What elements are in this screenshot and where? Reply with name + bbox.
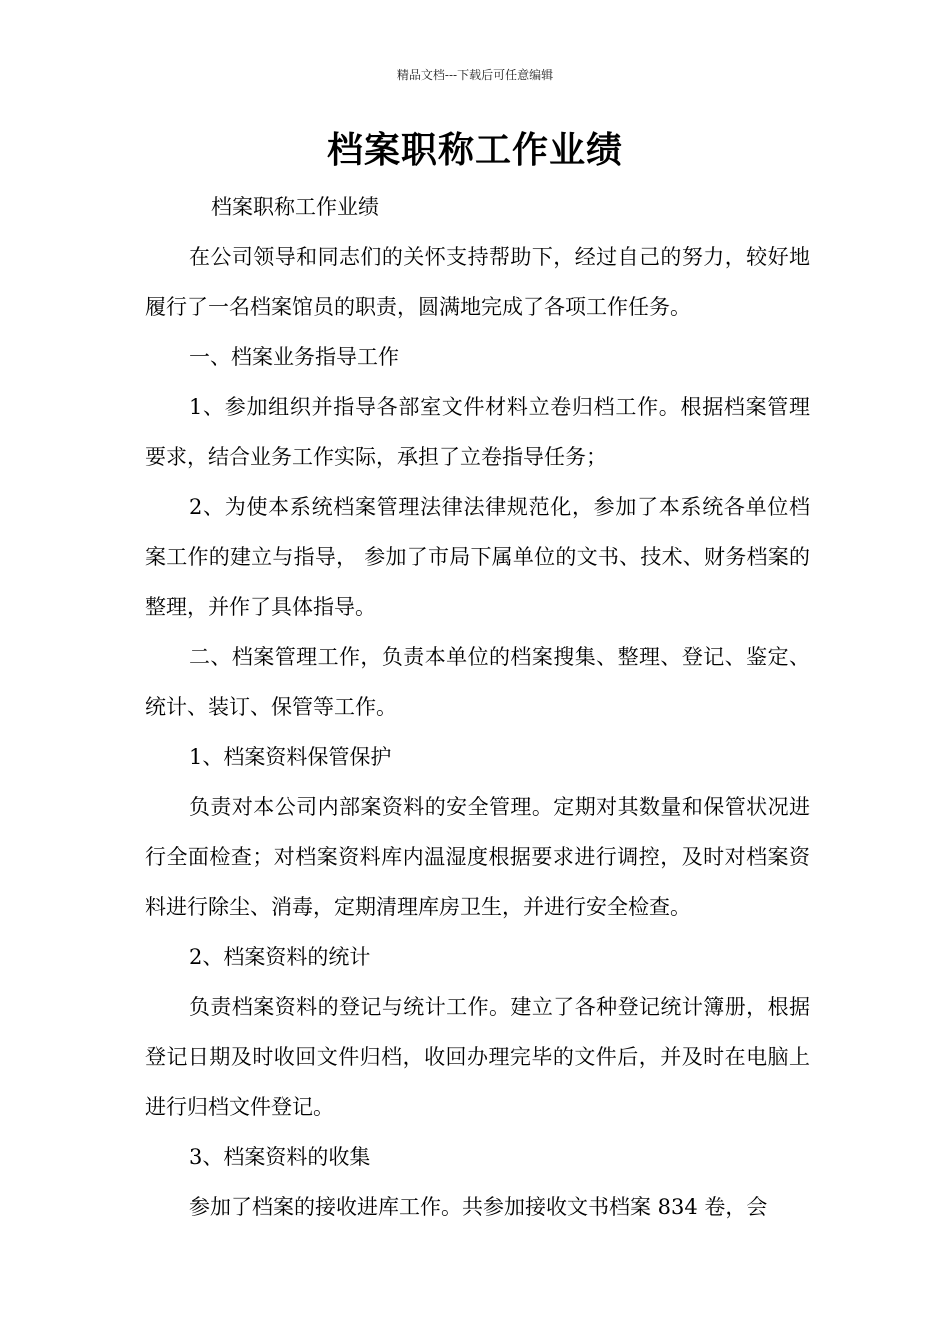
body-paragraph: 负责档案资料的登记与统计工作。建立了各种登记统计簿册，根据登记日期及时收回文件归档，收回办理完毕的文件后，并及时在电脑上进行归档文件登记。 bbox=[145, 995, 810, 1119]
section-heading: 二、档案管理工作，负责本单位的档案搜集、整理、登记、鉴定、统计、装订、保管等工作。 bbox=[145, 645, 810, 719]
subtitle-paragraph: 档案职称工作业绩 bbox=[211, 195, 379, 219]
subsection-heading: 1、档案资料保管保护 bbox=[189, 745, 392, 769]
body-paragraph: 1、参加组织并指导各部室文件材料立卷归档工作。根据档案管理要求，结合业务工作实际，承担了立卷指导任务； bbox=[145, 395, 810, 469]
subsection-heading: 3、档案资料的收集 bbox=[189, 1145, 371, 1169]
subsection-heading: 2、档案资料的统计 bbox=[189, 945, 371, 969]
body-paragraph: 2、为使本系统档案管理法律法律规范化，参加了本系统各单位档案工作的建立与指导， 参加了市局下属单位的文书、技术、财务档案的整理，并作了具体指导。 bbox=[145, 495, 810, 619]
document-title: 档案职称工作业绩 bbox=[326, 130, 623, 171]
document-body bbox=[145, 182, 810, 1232]
section-heading: 一、档案业务指导工作 bbox=[189, 345, 399, 369]
body-paragraph: 在公司领导和同志们的关怀支持帮助下，经过自己的努力，较好地履行了一名档案馆员的职责，圆满地完成了各项工作任务。 bbox=[145, 245, 810, 319]
body-paragraph: 负责对本公司内部案资料的安全管理。定期对其数量和保管状况进行全面检查；对档案资料库内温湿度根据要求进行调控，及时对档案资料进行除尘、消毒，定期清理库房卫生，并进行安全检查。 bbox=[145, 795, 810, 919]
body-paragraph: 参加了档案的接收进库工作。共参加接收文书档案 834 卷，会 bbox=[189, 1195, 768, 1219]
header-note: 精品文档---下载后可任意编辑 bbox=[396, 68, 554, 82]
